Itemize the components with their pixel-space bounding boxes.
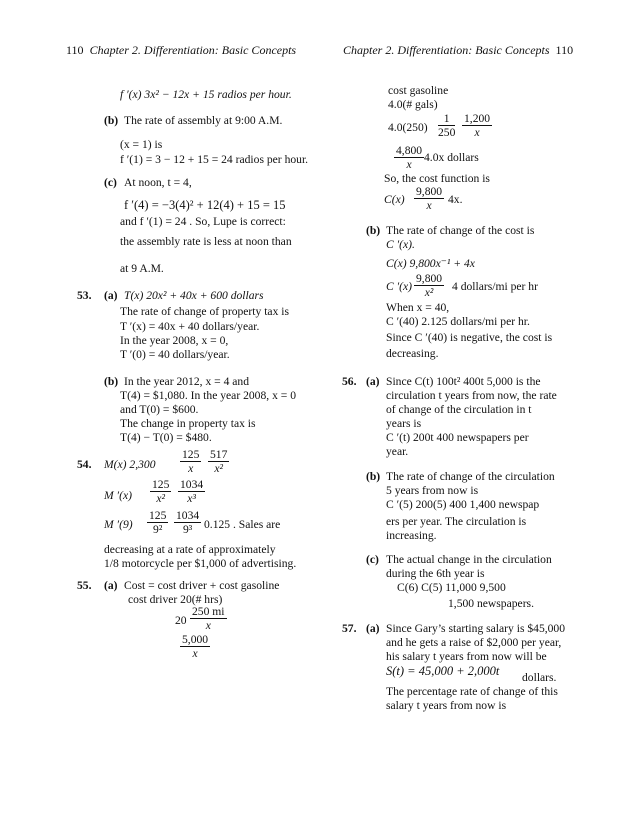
p57a-line3: his salary t years from now will be xyxy=(386,650,547,663)
p56a-line1: Since C(t) 100t² 400t 5,000 is the xyxy=(386,375,541,388)
p54-frac3-num: 125 xyxy=(152,478,170,491)
p54-frac6 xyxy=(174,509,201,536)
p56b-line1: The rate of change of the circulation xyxy=(386,470,555,483)
right-running-header xyxy=(343,43,573,58)
p56c-label: (c) xyxy=(366,553,379,566)
p55a-frac1-den: x xyxy=(205,619,211,632)
p55b-line5: When x = 40, xyxy=(386,301,450,314)
p54-frac5 xyxy=(147,509,168,536)
r-frac1-num: 1 xyxy=(438,112,455,126)
p53a-line1: T(x) 20x² + 40x + 600 dollars xyxy=(124,289,264,302)
p56b-line5: increasing. xyxy=(386,529,437,542)
p52c-line2: f ′(4) = −3(4)² + 12(4) + 15 = 15 xyxy=(124,198,286,212)
p54-frac6-den: 9³ xyxy=(182,523,193,536)
right-page-number: 110 xyxy=(555,43,574,57)
p54-line1-lhs: M(x) 2,300 xyxy=(104,458,156,471)
p54-frac4-num: 1034 xyxy=(180,478,204,491)
p57a-line2: and he gets a raise of $2,000 per year, xyxy=(386,636,562,649)
p53a-label: (a) xyxy=(104,289,118,302)
p53b-line5: T(4) − T(0) = $480. xyxy=(120,431,212,444)
r-cost-gasoline: cost gasoline xyxy=(388,84,449,97)
p54-number: 54. xyxy=(77,458,92,471)
p52c-line1: At noon, t = 4, xyxy=(124,176,192,189)
p52b-label: (b) xyxy=(104,114,119,127)
p56a-line5: C ′(t) 200t 400 newspapers per xyxy=(386,431,529,444)
r-frac3-den: x xyxy=(406,158,412,171)
r-cost-function-lhs: C(x) xyxy=(384,193,405,206)
p54-frac1-num: 125 xyxy=(182,448,200,461)
p56b-line3: C ′(5) 200(5) 400 1,400 newspap xyxy=(386,498,540,511)
r-cost-function-rhs: 4x. xyxy=(448,193,463,206)
p55a-label: (a) xyxy=(104,579,118,592)
p57-number: 57. xyxy=(342,622,357,635)
p55a-frac2-num: 5,000 xyxy=(182,633,209,646)
p55-number: 55. xyxy=(77,579,92,592)
p55a-frac2 xyxy=(180,633,210,660)
p55a-line3-lhs: 20 xyxy=(175,614,187,627)
p54-frac4-den: x³ xyxy=(187,492,196,505)
p56-number: 56. xyxy=(342,375,357,388)
p57a-line6: salary t years from now is xyxy=(386,699,507,712)
p54-line3-rhs: 0.125 . Sales are xyxy=(204,518,281,531)
p54-line5: 1/8 motorcycle per $1,000 of advertising. xyxy=(104,557,297,570)
p55b-line1: The rate of change of the cost is xyxy=(386,224,535,237)
left-running-header xyxy=(66,43,296,58)
left-header-title: Chapter 2. Differentiation: Basic Concepts xyxy=(89,43,297,57)
p54-line2-lhs: M ′(x) xyxy=(104,489,132,502)
p54-frac1 xyxy=(180,448,201,475)
p54-line3-lhs: M ′(9) xyxy=(104,518,133,531)
p53b-line3: and T(0) = $600. xyxy=(120,403,199,416)
p53a-line3: T ′(x) = 40x + 40 dollars/year. xyxy=(120,320,260,333)
p55b-frac xyxy=(414,272,444,299)
p54-frac6-num: 1034 xyxy=(176,509,200,522)
p55a-frac1 xyxy=(190,605,227,632)
p56c-line2: during the 6th year is xyxy=(386,567,485,580)
p54-frac2 xyxy=(208,448,229,475)
p56a-line3: of change of the circulation in t xyxy=(386,403,532,416)
p56c-line4: 1,500 newspapers. xyxy=(448,597,534,610)
p53-number: 53. xyxy=(77,289,92,302)
p56a-label: (a) xyxy=(366,375,380,388)
p55b-line2: C ′(x). xyxy=(386,238,415,251)
r-frac3-num: 4,800 xyxy=(396,144,423,157)
r-frac2-num: 1,200 xyxy=(464,112,491,125)
r-frac1-den: 250 xyxy=(438,126,456,139)
p56a-line4: years is xyxy=(386,417,422,430)
p55b-line3: C(x) 9,800x⁻¹ + 4x xyxy=(386,257,475,270)
p54-frac3-den: x² xyxy=(156,492,165,505)
p57a-label: (a) xyxy=(366,622,380,635)
r-gals: 4.0(# gals) xyxy=(388,98,438,111)
p52c-line5: at 9 A.M. xyxy=(120,262,164,275)
r-cost-frac-den: x xyxy=(426,199,432,212)
p53b-line1: In the year 2012, x = 4 and xyxy=(124,375,250,388)
right-header-title: Chapter 2. Differentiation: Basic Concepts xyxy=(343,43,550,57)
r-frac1 xyxy=(438,112,455,139)
p54-frac2-den: x² xyxy=(214,462,223,475)
p55b-frac-den: x² xyxy=(424,286,434,299)
p55b-line4-rhs: 4 dollars/mi per hr xyxy=(452,280,538,293)
p52b-line1: The rate of assembly at 9:00 A.M. xyxy=(124,114,283,127)
p55b-line7: Since C ′(40) is negative, the cost is xyxy=(386,331,553,344)
r-cost-frac-num: 9,800 xyxy=(416,185,443,198)
p55b-line8: decreasing. xyxy=(386,347,439,360)
p52c-line3: and f ′(1) = 24 . So, Lupe is correct: xyxy=(120,215,286,228)
p55a-frac2-den: x xyxy=(192,647,198,660)
p54-frac2-num: 517 xyxy=(210,448,228,461)
p54-frac5-num: 125 xyxy=(149,509,167,522)
p54-line4: decreasing at a rate of approximately xyxy=(104,543,276,556)
p54-frac5-den: 9² xyxy=(153,523,163,536)
p53b-label: (b) xyxy=(104,375,119,388)
r-line4-rhs: 4.0x dollars xyxy=(424,151,479,164)
p52b-line3: f ′(1) = 3 − 12 + 15 = 24 radios per hour. xyxy=(120,153,309,166)
p56a-line2: circulation t years from now, the rate xyxy=(386,389,557,402)
p53b-line4: The change in property tax is xyxy=(120,417,256,430)
p57a-line4b: dollars. xyxy=(522,671,557,684)
p56b-line2: 5 years from now is xyxy=(386,484,479,497)
p53b-line2: T(4) = $1,080. In the year 2008, x = 0 xyxy=(120,389,296,402)
p54-frac1-den: x xyxy=(188,462,194,475)
p55b-line6: C ′(40) 2.125 dollars/mi per hr. xyxy=(386,315,530,328)
r-line3-lhs: 4.0(250) xyxy=(388,121,428,134)
p55b-line4-lhs: C ′(x) xyxy=(386,280,413,293)
eq-f-prime: f ′(x) 3x² − 12x + 15 radios per hour. xyxy=(120,88,292,101)
p56c-line3: C(6) C(5) 11,000 9,500 xyxy=(397,581,506,594)
p53a-line4: In the year 2008, x = 0, xyxy=(120,334,229,347)
p56c-line1: The actual change in the circulation xyxy=(386,553,552,566)
p55a-line1: Cost = cost driver + cost gasoline xyxy=(124,579,280,592)
p55a-line2: cost driver 20(# hrs) xyxy=(128,593,223,606)
p57a-line5: The percentage rate of change of this xyxy=(386,685,558,698)
p55b-frac-num: 9,800 xyxy=(416,272,443,285)
p52c-label: (c) xyxy=(104,176,117,189)
left-page-number: 110 xyxy=(66,43,84,57)
p53a-line2: The rate of change of property tax is xyxy=(120,305,290,318)
p56b-line4: ers per year. The circulation is xyxy=(386,515,527,528)
p56b-label: (b) xyxy=(366,470,381,483)
p56a-line6: year. xyxy=(386,445,409,458)
p55a-frac1-num: 250 mi xyxy=(192,605,225,618)
r-cost-frac xyxy=(414,185,444,212)
r-cost-function-text: So, the cost function is xyxy=(384,172,490,185)
p52c-line4: the assembly rate is less at noon than xyxy=(120,235,292,248)
r-frac3 xyxy=(394,144,424,171)
p57a-line4: S(t) = 45,000 + 2,000t xyxy=(386,664,500,678)
p53a-line5: T ′(0) = 40 dollars/year. xyxy=(120,348,230,361)
p54-frac4 xyxy=(178,478,205,505)
p54-frac3 xyxy=(150,478,171,505)
p52b-line2: (x = 1) is xyxy=(120,138,163,151)
p57a-line1: Since Gary’s starting salary is $45,000 xyxy=(386,622,566,635)
p55b-label: (b) xyxy=(366,224,381,237)
r-frac2 xyxy=(462,112,492,139)
r-frac2-den: x xyxy=(474,126,480,139)
